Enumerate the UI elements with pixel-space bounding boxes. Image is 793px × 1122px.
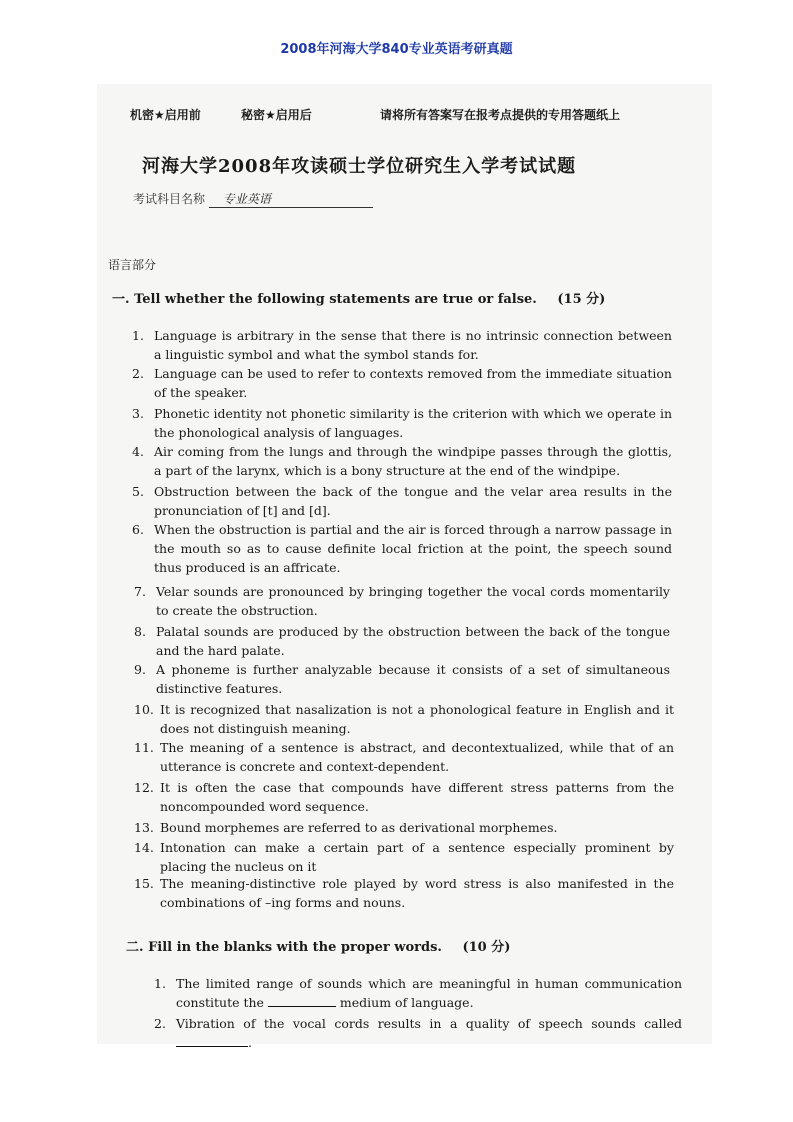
item-text: Phonetic identity not phonetic similarity is the criterion with which we operate in the phonological analysis of languages.	[154, 406, 672, 440]
section1-heading	[112, 288, 605, 307]
item-text: Bound morphemes are referred to as derivational morphemes.	[160, 820, 558, 835]
item-number: 2.	[132, 366, 144, 381]
document-header: 2008年河海大学840专业英语考研真题	[280, 42, 513, 57]
confidential-after-label: 秘密★启用后	[241, 108, 312, 122]
item-number: 4.	[132, 444, 144, 459]
section1-score: (15 分)	[557, 292, 606, 307]
item-text-part: The limited range of sounds which are meaningful in human communication constitute the	[176, 976, 682, 1010]
section2-score: (10 分)	[462, 940, 511, 955]
item-number: 8.	[134, 624, 146, 639]
item-number: 1.	[132, 328, 144, 343]
part-label: 语言部分	[108, 258, 157, 272]
item-text: It is recognized that nasalization is not a phonological feature in English and it does not distinguish meaning.	[160, 702, 674, 736]
item-text: It is often the case that compounds have different stress patterns from the noncompounded word sequence.	[160, 780, 674, 814]
item-number: 7.	[134, 584, 146, 599]
item-number: 12.	[134, 780, 154, 795]
subject-label: 考试科目名称	[133, 192, 206, 206]
section2-number: 二.	[126, 940, 144, 955]
item-text-part: Vibration of the vocal cords results in a quality of speech sounds called	[176, 1016, 682, 1031]
item-number: 2.	[154, 1016, 166, 1031]
section1-number: 一.	[112, 292, 130, 307]
item-number: 3.	[132, 406, 144, 421]
item-number: 9.	[134, 662, 146, 677]
item-text	[176, 1014, 682, 1052]
item-number: 14.	[134, 840, 154, 855]
section2-heading	[126, 936, 510, 955]
item-text: The meaning-distinctive role played by word stress is also manifested in the combinations of –ing forms and nouns.	[160, 876, 674, 910]
answer-blank[interactable]	[268, 994, 336, 1007]
item-number: 11.	[134, 740, 154, 755]
item-text: Air coming from the lungs and through the windpipe passes through the glottis, a part of the larynx, which is a bony structure at the end of the windpipe.	[154, 444, 672, 478]
item-number: 1.	[154, 976, 166, 991]
answer-blank[interactable]	[176, 1034, 248, 1047]
exam-title: 河海大学2008年攻读硕士学位研究生入学考试试题	[142, 156, 577, 177]
item-text: The meaning of a sentence is abstract, and decontextualized, while that of an utterance is concrete and context-dependent.	[160, 740, 674, 774]
item-number: 6.	[132, 522, 144, 537]
item-text: Velar sounds are pronounced by bringing together the vocal cords momentarily to create the obstruction.	[156, 584, 670, 618]
item-text: A phoneme is further analyzable because it consists of a set of simultaneous distinctive features.	[156, 662, 670, 696]
item-text-part: .	[248, 1035, 252, 1050]
item-number: 10.	[134, 702, 154, 717]
section2-instruction: Fill in the blanks with the proper words.	[148, 940, 442, 955]
item-text: Palatal sounds are produced by the obstruction between the back of the tongue and the hard palate.	[156, 624, 670, 658]
confidential-before-label: 机密★启用前	[130, 108, 201, 122]
answer-sheet-instruction: 请将所有答案写在报考点提供的专用答题纸上	[380, 108, 621, 122]
item-text: Obstruction between the back of the tongue and the velar area results in the pronunciation of [t] and [d].	[154, 484, 672, 518]
item-text: Language can be used to refer to contexts removed from the immediate situation of the speaker.	[154, 366, 672, 400]
item-number: 15.	[134, 876, 154, 891]
item-text: Intonation can make a certain part of a sentence especially prominent by placing the nucleus on it	[160, 840, 674, 874]
item-text-part: medium of language.	[339, 995, 474, 1010]
subject-value: 专业英语	[209, 190, 373, 208]
item-number: 5.	[132, 484, 144, 499]
subject-line	[133, 190, 373, 208]
item-text: Language is arbitrary in the sense that there is no intrinsic connection between a linguistic symbol and what the symbol stands for.	[154, 328, 672, 362]
item-number: 13.	[134, 820, 154, 835]
item-text	[176, 974, 682, 1012]
item-text: When the obstruction is partial and the air is forced through a narrow passage in the mouth so as to cause definite local friction at the point, the speech sound thus produced is an affricate.	[154, 522, 672, 575]
section1-instruction: Tell whether the following statements are true or false.	[134, 292, 537, 307]
